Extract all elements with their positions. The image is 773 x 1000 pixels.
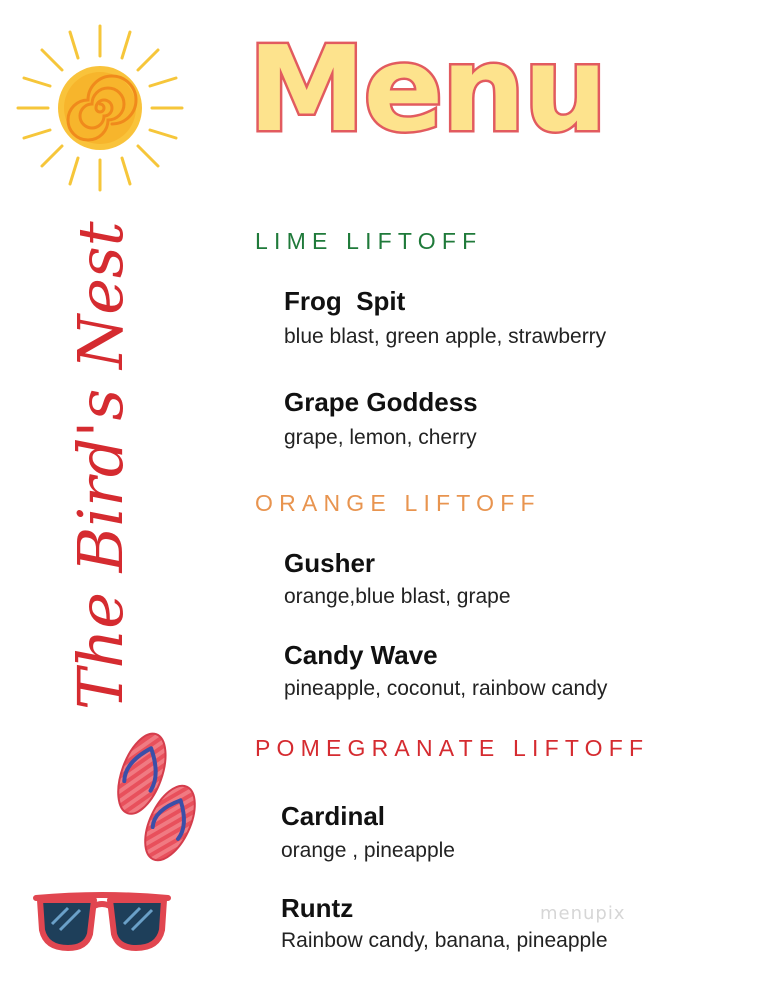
watermark: menupix xyxy=(540,903,626,924)
page-title: Menu xyxy=(248,20,606,158)
item-description: Rainbow candy, banana, pineapple xyxy=(281,929,608,952)
item-description: orange,blue blast, grape xyxy=(284,585,511,608)
item-name: Candy Wave xyxy=(284,640,438,670)
item-name: Cardinal xyxy=(281,801,386,831)
section-title-orange: ORANGE LIFTOFF xyxy=(255,490,541,516)
item-name: Gusher xyxy=(284,548,376,578)
item-description: orange , pineapple xyxy=(281,839,455,862)
item-name: Grape Goddess xyxy=(284,387,478,417)
item-description: grape, lemon, cherry xyxy=(284,426,477,449)
item-name: Frog Spit xyxy=(284,286,406,316)
section-title-pomegranate: POMEGRANATE LIFTOFF xyxy=(255,735,650,761)
brand-name: The Bird's Nest xyxy=(64,221,137,710)
section-title-lime: LIME LIFTOFF xyxy=(255,228,483,254)
item-name: Runtz xyxy=(281,893,354,923)
sun-icon xyxy=(10,18,190,198)
item-description: pineapple, coconut, rainbow candy xyxy=(284,677,608,700)
item-description: blue blast, green apple, strawberry xyxy=(284,325,607,348)
flip-flops-icon xyxy=(100,728,210,868)
sunglasses-icon xyxy=(32,890,172,960)
